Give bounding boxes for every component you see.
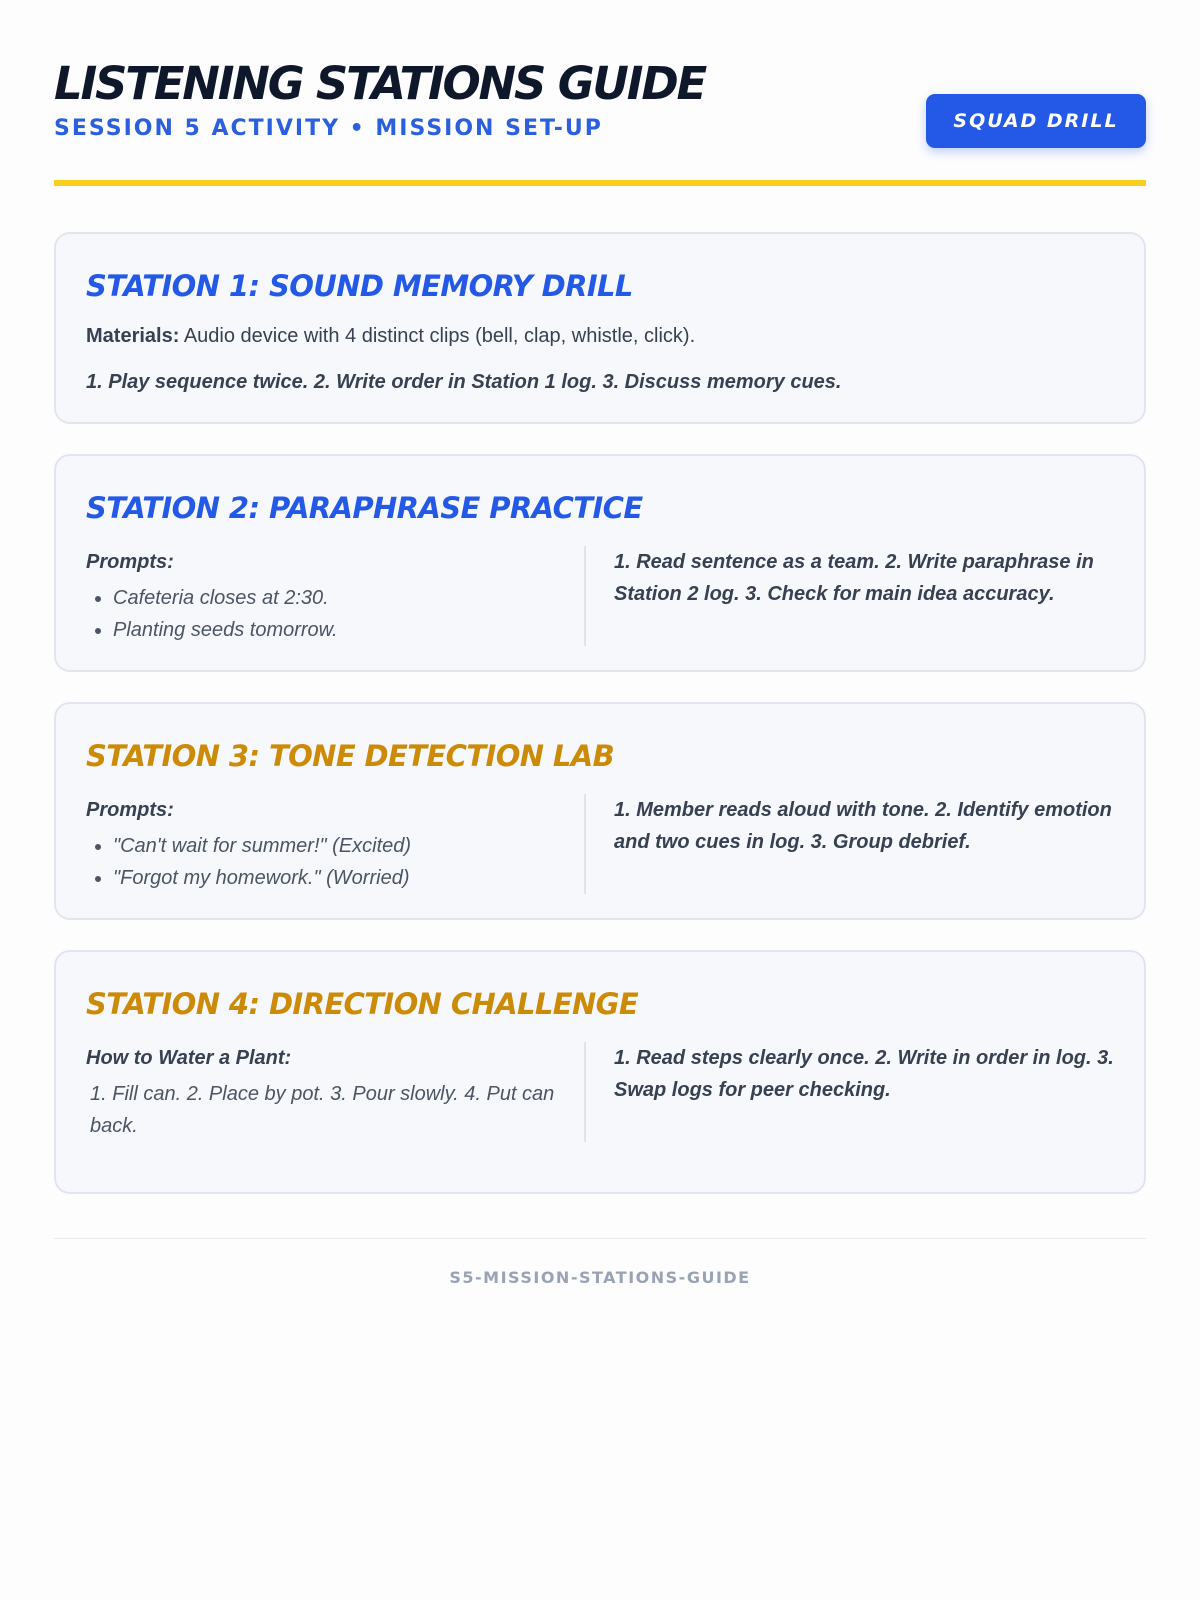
- station-2-steps: 1. Read sentence as a team. 2. Write paraphrase in Station 2 log. 3. Check for main idea accuracy.: [614, 551, 1094, 605]
- station-2-card: [54, 454, 1146, 672]
- station-2-prompts: [86, 546, 586, 646]
- squad-drill-badge[interactable]: SQUAD DRILL: [926, 94, 1146, 148]
- station-3-prompt-list: [86, 830, 564, 894]
- prompt-item: • Cafeteria closes at 2:30.: [113, 582, 564, 614]
- station-1-card: [54, 232, 1146, 424]
- station-3-steps: 1. Member reads aloud with tone. 2. Identify emotion and two cues in log. 3. Group debrief.: [614, 799, 1112, 853]
- footer-code: S5-MISSION-STATIONS-GUIDE: [449, 1268, 751, 1287]
- prompt-item: • "Forgot my homework." (Worried): [113, 862, 564, 894]
- materials-label: Materials:: [86, 325, 180, 347]
- station-2-prompt-list: [86, 582, 564, 646]
- station-4-directions: [86, 1042, 586, 1142]
- page-subtitle: SESSION 5 ACTIVITY • MISSION SET-UP: [54, 116, 603, 141]
- station-4-steps: 1. Read steps clearly once. 2. Write in order in log. 3. Swap logs for peer checking.: [614, 1047, 1114, 1101]
- station-3-card: [54, 702, 1146, 920]
- station-3-title: STATION 3: TONE DETECTION LAB: [86, 739, 615, 773]
- page-title: LISTENING STATIONS GUIDE: [54, 57, 706, 110]
- station-3-prompts-label: Prompts:: [86, 799, 174, 821]
- prompt-item: • Planting seeds tomorrow.: [113, 614, 564, 646]
- footer-divider: [54, 1238, 1146, 1239]
- materials-text: Audio device with 4 distinct clips (bell, clap, whistle, click).: [179, 325, 696, 347]
- station-1-steps: 1. Play sequence twice. 2. Write order in Station 1 log. 3. Discuss memory cues.: [86, 371, 842, 393]
- station-2-columns: [86, 546, 1114, 646]
- station-2-title: STATION 2: PARAPHRASE PRACTICE: [86, 491, 643, 525]
- station-2-prompts-label: Prompts:: [86, 551, 174, 573]
- station-4-directions-label: How to Water a Plant:: [86, 1047, 292, 1069]
- header: [54, 0, 1146, 186]
- station-4-direction-list: [86, 1078, 564, 1142]
- station-4-columns: [86, 1042, 1114, 1142]
- station-4-card: [54, 950, 1146, 1194]
- station-1-title: STATION 1: SOUND MEMORY DRILL: [86, 269, 633, 303]
- station-4-title: STATION 4: DIRECTION CHALLENGE: [86, 987, 639, 1021]
- station-1-materials: [86, 322, 1114, 350]
- direction-item: 1. Fill can. 2. Place by pot. 3. Pour slowly. 4. Put can back.: [90, 1083, 555, 1137]
- station-3-prompts: [86, 794, 586, 894]
- prompt-item: • "Can't wait for summer!" (Excited): [113, 830, 564, 862]
- station-3-columns: [86, 794, 1114, 894]
